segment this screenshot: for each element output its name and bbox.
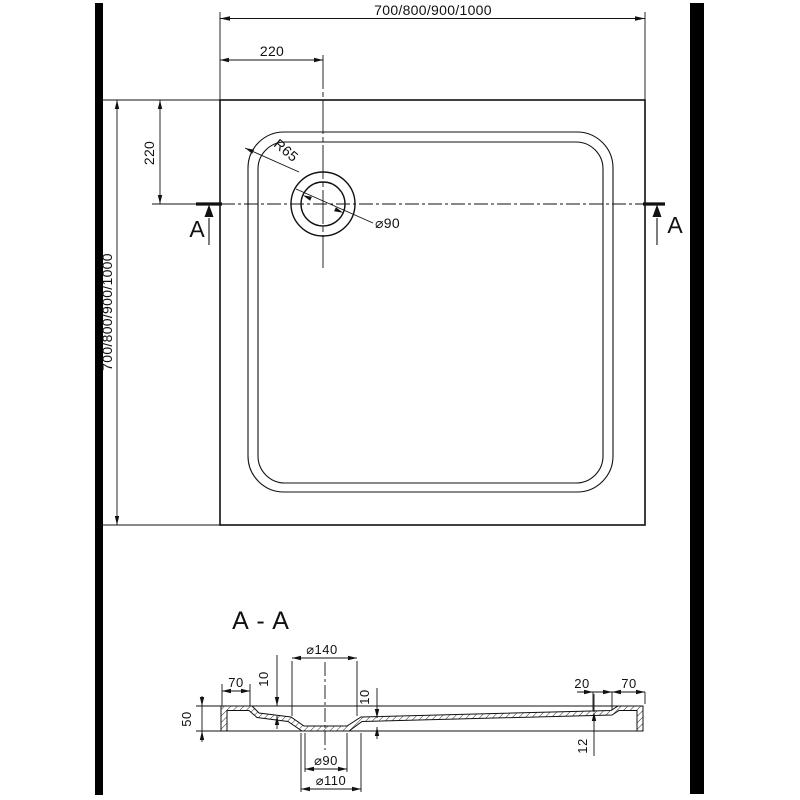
dim-right-step-label: 20	[574, 676, 590, 691]
dim-drain-hole	[305, 733, 347, 772]
dim-rim-right-label: 70	[621, 676, 637, 691]
drain-diameter-label: ⌀90	[375, 215, 400, 231]
dim-edge-height-label: 50	[179, 711, 194, 727]
dim-drain-hole-label: ⌀90	[314, 753, 338, 768]
tray-outline	[220, 100, 645, 525]
right-black-bar	[690, 3, 704, 794]
dim-rim-left-label: 70	[228, 675, 244, 690]
dim-drain-offset-left-label: 220	[141, 140, 157, 166]
section-mark-right	[643, 204, 683, 245]
section-view	[179, 607, 645, 792]
dim-drain-offset-top	[220, 43, 323, 62]
radius-callout	[245, 135, 302, 172]
dim-left-height-label: 700/800/900/1000	[99, 253, 115, 371]
section-mark-left	[189, 204, 222, 245]
basin-outline-outer	[248, 132, 613, 492]
left-black-bar	[95, 3, 103, 795]
section-letter-right: A	[667, 212, 683, 238]
dim-recess-depth-label: 10	[357, 689, 372, 705]
dim-base-height-label: 12	[575, 738, 590, 754]
dim-edge-height	[179, 696, 221, 742]
section-letter-left: A	[189, 216, 205, 242]
radius-callout-label: R65	[270, 135, 302, 165]
plan-view	[99, 2, 683, 525]
profile-shell-hatched	[221, 706, 643, 731]
dim-funnel-label: ⌀140	[306, 642, 338, 657]
dim-rim-left	[222, 675, 250, 706]
dim-drain-offset-left	[141, 100, 198, 204]
dim-step-left-label: 10	[256, 671, 271, 687]
dim-drain-offset-top-label: 220	[259, 43, 285, 59]
dim-left-height	[99, 100, 220, 525]
basin-outline-inner	[258, 142, 603, 483]
dim-funnel	[292, 642, 357, 716]
section-title: A - A	[232, 607, 290, 635]
dim-top-width-label: 700/800/900/1000	[374, 2, 492, 18]
dim-drain-recess-label: ⌀110	[315, 773, 347, 788]
